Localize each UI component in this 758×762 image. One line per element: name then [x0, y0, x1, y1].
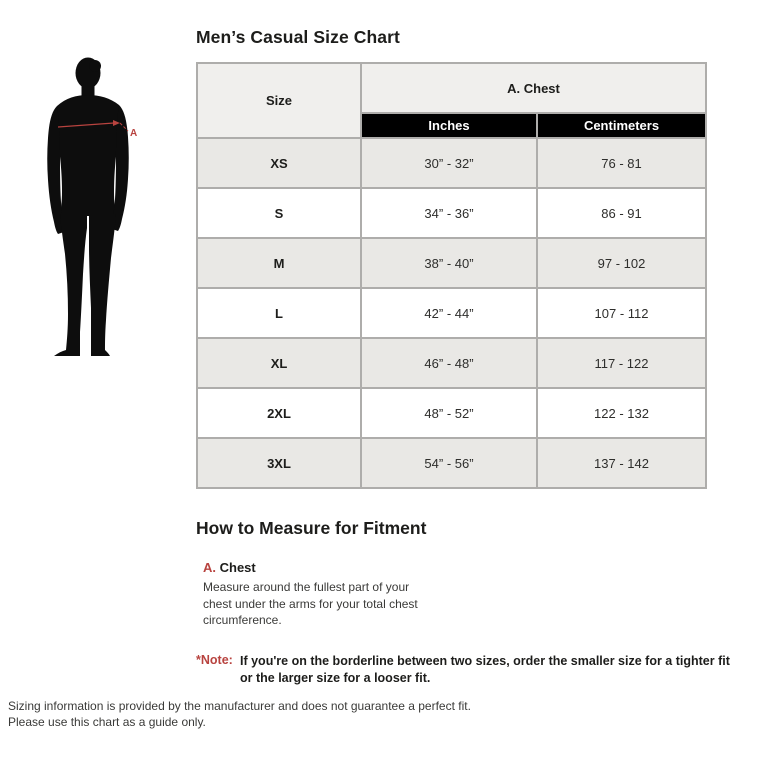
table-row [197, 438, 706, 488]
inches-cell: 30” - 32” [361, 138, 537, 188]
table-row [197, 238, 706, 288]
chest-measure-label: A [130, 128, 138, 139]
note [196, 653, 752, 686]
disclaimer-line-2: Please use this chart as a guide only. [8, 715, 206, 729]
cm-cell: 97 - 102 [537, 238, 706, 288]
table-row [197, 388, 706, 438]
measure-item-description: Measure around the fullest part of your chest under the arms for your total chest circumference. [203, 580, 418, 627]
page-title: Men’s Casual Size Chart [196, 27, 400, 47]
size-cell: M [197, 238, 361, 288]
cm-cell: 76 - 81 [537, 138, 706, 188]
size-cell: 3XL [197, 438, 361, 488]
man-silhouette [42, 56, 142, 358]
measure-item-chest [203, 560, 453, 629]
inches-cell: 54” - 56” [361, 438, 537, 488]
table-header-size: Size [197, 63, 361, 138]
inches-cell: 38” - 40” [361, 238, 537, 288]
size-cell: 2XL [197, 388, 361, 438]
note-label: *Note: [196, 653, 233, 667]
size-cell: XS [197, 138, 361, 188]
note-text: If you're on the borderline between two sizes, order the smaller size for a tighter fit or the larger size for a looser fit. [240, 654, 730, 685]
table-header-row [197, 63, 706, 113]
cm-cell: 137 - 142 [537, 438, 706, 488]
silhouette-body [47, 58, 129, 357]
table-row [197, 288, 706, 338]
cm-cell: 86 - 91 [537, 188, 706, 238]
inches-cell: 48” - 52” [361, 388, 537, 438]
measure-item-title [203, 560, 453, 575]
man-silhouette-svg [42, 56, 142, 358]
measure-item-letter: A. [203, 560, 216, 575]
howto-heading: How to Measure for Fitment [196, 518, 427, 538]
size-table [196, 62, 707, 489]
table-row [197, 338, 706, 388]
size-cell: S [197, 188, 361, 238]
cm-cell: 122 - 132 [537, 388, 706, 438]
table-subheader-inches: Inches [361, 113, 537, 138]
table-subheader-centimeters: Centimeters [537, 113, 706, 138]
size-cell: L [197, 288, 361, 338]
table-row [197, 138, 706, 188]
inches-cell: 46” - 48” [361, 338, 537, 388]
cm-cell: 107 - 112 [537, 288, 706, 338]
inches-cell: 34” - 36” [361, 188, 537, 238]
size-cell: XL [197, 338, 361, 388]
table-row [197, 188, 706, 238]
measure-item-name: Chest [219, 560, 256, 575]
disclaimer [8, 698, 471, 730]
inches-cell: 42” - 44” [361, 288, 537, 338]
disclaimer-line-1: Sizing information is provided by the manufacturer and does not guarantee a perfect fit. [8, 699, 471, 713]
table-header-chest: A. Chest [361, 63, 706, 113]
cm-cell: 117 - 122 [537, 338, 706, 388]
